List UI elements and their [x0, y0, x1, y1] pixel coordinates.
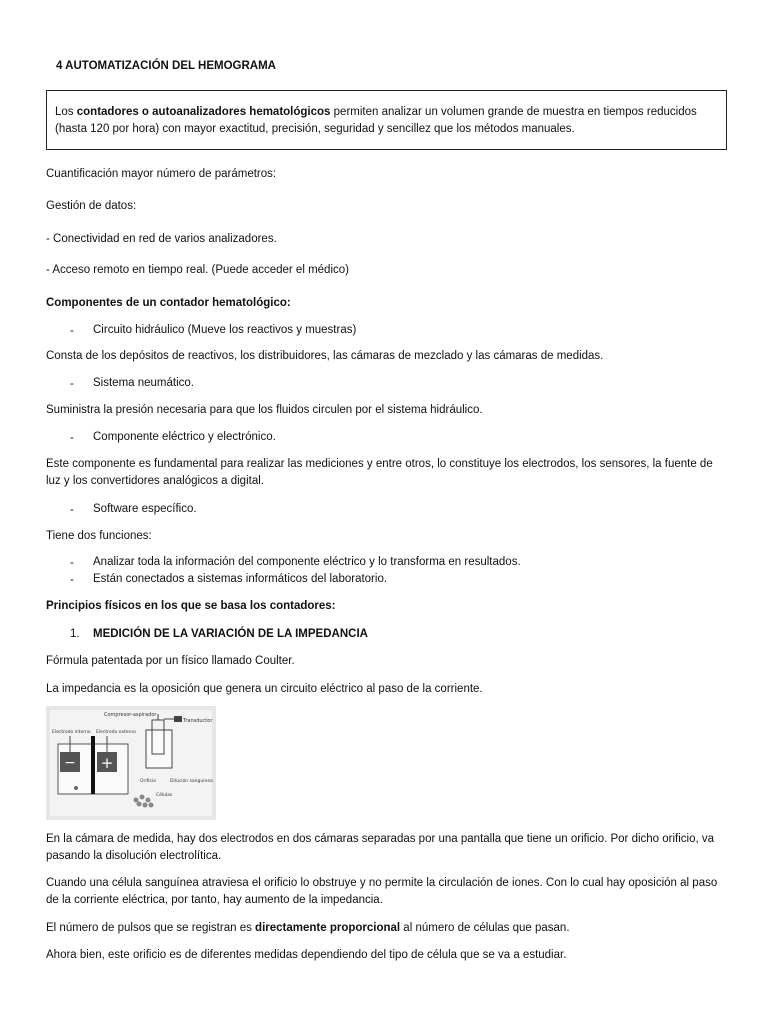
paragraph-este-componente: Este componente es fundamental para realizar las mediciones y entre otros, lo constituye los electrodos, los sensores, la fuente de luz y los convertidores analógicos a digital. [46, 458, 713, 487]
paragraph-gestion: Gestión de datos: [46, 200, 137, 212]
cell-dot [143, 803, 148, 808]
list-dash: - [70, 557, 74, 569]
pulsos-pre: El número de pulsos que se registran es [46, 922, 256, 934]
label-celulas: Células [156, 793, 173, 798]
paragraph-consta: Consta de los depósitos de reactivos, los distribuidores, las cámaras de mezclado y las cámaras de medidas. [46, 350, 604, 362]
plus-sign: + [100, 754, 114, 772]
label-electrodo-interno: Electrodo interno [52, 730, 91, 735]
cell-dot [137, 802, 142, 807]
list-item-neumatico: Sistema neumático. [93, 377, 194, 389]
paragraph-suministra: Suministra la presión necesaria para que los fluidos circulen por el sistema hidráulico. [46, 404, 483, 416]
list-item-analizar: Analizar toda la información del componente eléctrico y lo transforma en resultados. [93, 556, 521, 568]
list-dash: - [70, 432, 74, 444]
heading-componentes: Componentes de un contador hematológico: [46, 297, 291, 309]
minus-sign: − [64, 755, 76, 771]
list-number: 1. [70, 628, 80, 640]
list-item-circuito: Circuito hidráulico (Mueve los reactivos y muestras) [93, 324, 357, 336]
beaker [146, 730, 172, 768]
list-dash: - [70, 574, 74, 586]
label-orificio: Orificio [140, 779, 156, 784]
label-transductor: Transductor [183, 718, 213, 724]
paragraph-cuantificacion: Cuantificación mayor número de parámetros: [46, 168, 277, 180]
heading-medicion: MEDICIÓN DE LA VARIACIÓN DE LA IMPEDANCIA [93, 628, 368, 640]
cell-dot [134, 798, 139, 803]
list-dash: - [70, 325, 74, 337]
cell-dot [146, 798, 151, 803]
cell-dot [140, 795, 145, 800]
transducer-block [174, 716, 182, 722]
coulter-diagram [46, 706, 216, 820]
cell-dot [149, 803, 154, 808]
paragraph-impedancia: La impedancia es la oposición que genera un circuito eléctrico al paso de la corriente. [46, 683, 483, 695]
label-dilucion: Dilución sanguínea [170, 779, 213, 784]
cell-dot [74, 786, 78, 790]
list-item-software: Software específico. [93, 503, 197, 515]
list-item-conectados: Están conectados a sistemas informáticos del laboratorio. [93, 573, 388, 585]
paragraph-camara: En la cámara de medida, hay dos electrodos en dos cámaras separadas por una pantalla que tiene un orificio. Por dicho orificio, va pasando la disolución electrolítica. [46, 833, 715, 862]
definition-bold-term: contadores o autoanalizadores hematológicos [76, 106, 331, 118]
paragraph-orificio-medidas: Ahora bien, este orificio es de diferentes medidas dependiendo del tipo de célula que se va a estudiar. [46, 949, 567, 961]
definition-box [46, 90, 727, 150]
list-dash: - [70, 378, 74, 390]
page-heading: 4 AUTOMATIZACIÓN DEL HEMOGRAMA [56, 60, 276, 72]
label-electrodo-externo: Electrodo externo [96, 730, 136, 735]
pulsos-bold: directamente proporcional [255, 922, 401, 934]
definition-text [55, 104, 715, 138]
paragraph-funciones: Tiene dos funciones: [46, 530, 152, 542]
label-compresor: Compresor-aspirador [104, 712, 157, 718]
definition-post: permiten analizar un volumen grande de muestra en tiempos reducidos (hasta 120 por hora) con mayor exactitud, precisión, seguridad y sencillez que los métodos manuales. [55, 106, 697, 135]
definition-pre: Los [55, 106, 77, 118]
list-item-electrico: Componente eléctrico y electrónico. [93, 431, 276, 443]
paragraph-formula: Fórmula patentada por un físico llamado Coulter. [46, 655, 295, 667]
paragraph-conectividad: - Conectividad en red de varios analizadores. [46, 233, 277, 245]
list-dash: - [70, 504, 74, 516]
paragraph-pulsos [46, 920, 570, 936]
paragraph-celula: Cuando una célula sanguínea atraviesa el orificio lo obstruye y no permite la circulación de iones. Con lo cual hay oposición al paso de la corriente eléctrica, por tanto, hay aumento de la impedancia. [46, 877, 718, 906]
paragraph-acceso: - Acceso remoto en tiempo real. (Puede acceder el médico) [46, 264, 349, 276]
pulsos-post: al número de células que pasan. [400, 922, 570, 934]
heading-principios: Principios físicos en los que se basa los contadores: [46, 600, 336, 612]
